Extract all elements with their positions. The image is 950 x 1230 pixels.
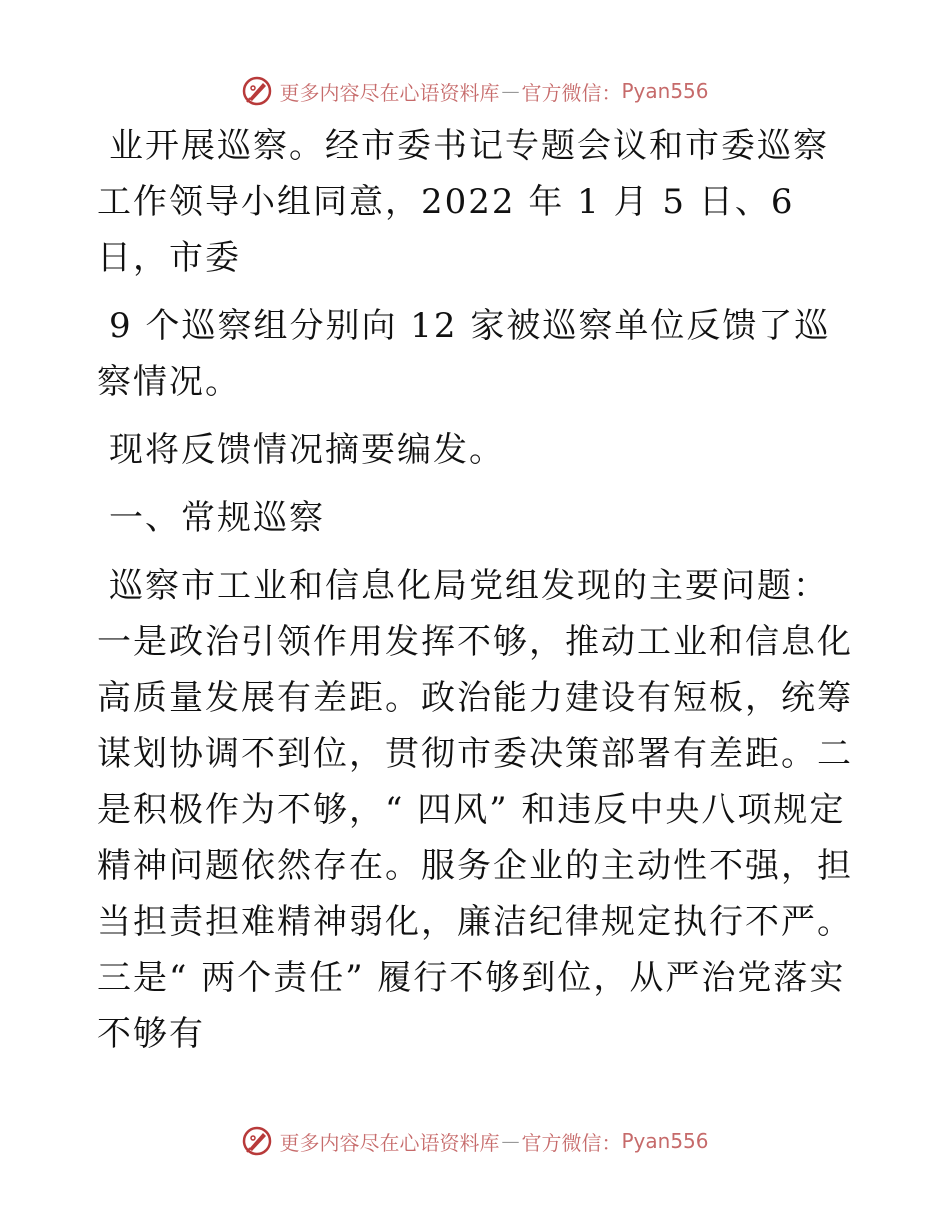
watermark-separator: — xyxy=(501,80,520,102)
footer-watermark xyxy=(0,1121,950,1161)
paragraph-feedback: 9 个巡察组分别向 12 家被巡察单位反馈了巡察情况。 xyxy=(97,306,831,402)
watermark-id: Pyan556 xyxy=(621,1129,709,1153)
watermark-contact: 官方微信： xyxy=(521,80,622,105)
quill-pen-logo-icon xyxy=(241,75,273,107)
document-body xyxy=(97,118,857,1074)
watermark-text: 更多内容尽在心语资料库 xyxy=(279,1130,500,1155)
paragraph-findings: 巡察市工业和信息化局党组发现的主要问题：一是政治引领作用发挥不够，推动工业和信息化高质量发展有差距。政治能力建设有短板，统筹谋划协调不到位，贯彻市委决策部署有差距。二是积极作为不够，“ 四风” 和违反中央八项规定精神问题依然存在。服务企业的主动性不强，担当担责担难精神弱化，廉洁纪律规定执行不严。三是“ 两个责任” 履行不够到位，从严治党落实不够有 xyxy=(97,566,853,1054)
watermark-id: Pyan556 xyxy=(621,79,709,103)
watermark-separator: — xyxy=(501,1130,520,1152)
watermark-text: 更多内容尽在心语资料库 xyxy=(279,80,500,105)
section-heading: 一、常规巡察 xyxy=(109,498,325,538)
paragraph-summary: 现将反馈情况摘要编发。 xyxy=(109,430,505,470)
watermark-contact: 官方微信： xyxy=(521,1130,622,1155)
paragraph-intro: 业开展巡察。经市委书记专题会议和市委巡察工作领导小组同意，2022 年 1 月 5 日、6 日，市委 xyxy=(97,126,829,278)
quill-pen-logo-icon xyxy=(241,1125,273,1157)
header-watermark xyxy=(0,71,950,111)
